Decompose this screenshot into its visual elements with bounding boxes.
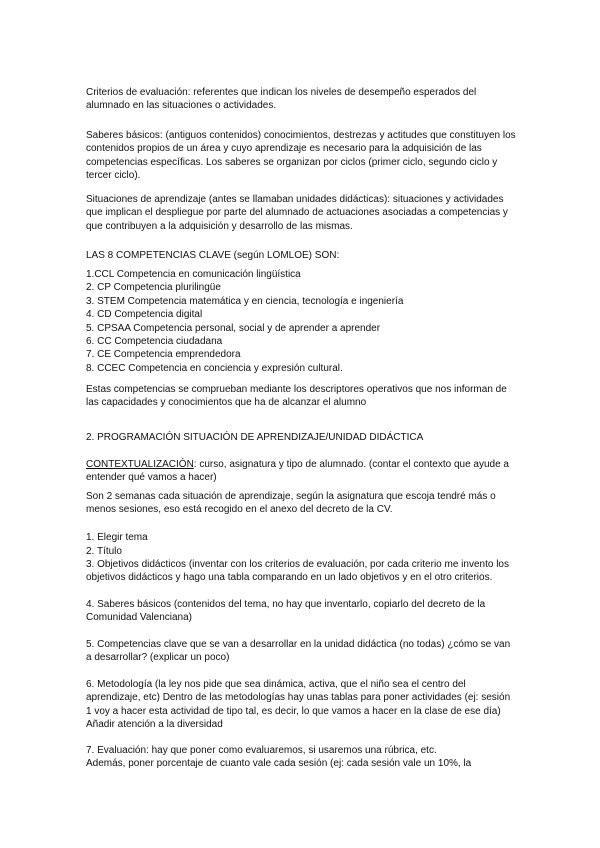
contextualizacion-text: : curso, asignatura y tipo de alumnado. (contar el contexto que ayude a entender qué vamos a hacer) <box>86 459 509 484</box>
step-7-continued: Además, poner porcentaje de cuanto vale cada sesión (ej: cada sesión vale un 10%, la <box>86 758 472 769</box>
section-2-title: 2. PROGRAMACIÓN SITUACIÓN DE APRENDIZAJE/UNIDAD DIDÁCTICA <box>86 432 424 443</box>
list-item: 6. CC Competencia ciudadana <box>86 336 223 348</box>
contextualizacion-paragraph <box>86 458 516 485</box>
step-6: 6. Metodología (la ley nos pide que sea dinámica, activa, que el niño sea el centro del aprendizaje, etc) Dentro de las metodologías hay unas tablas para poner actividades (ej: sesión 1 voy a hacer esta actividad de tipo tal, es decir, lo que vamos a hacer en la clase de ese día) Añadir atención a la diversidad <box>86 679 511 731</box>
list-item: 5. CPSAA Competencia personal, social y de aprender a aprender <box>86 322 381 334</box>
semanas-paragraph: Son 2 semanas cada situación de aprendizaje, según la asignatura que escoja tendré más o menos sesiones, eso está recogido en el anexo del decreto de la CV. <box>86 491 496 516</box>
competencias-title: LAS 8 COMPETENCIAS CLAVE (según LOMLOE) SON: <box>86 250 340 261</box>
list-item: 2. CP Competencia plurilingüe <box>86 282 221 294</box>
step-4: 4. Saberes básicos (contenidos del tema, no hay que inventarlo, copiarlo del decreto de la Comunidad Valenciana) <box>86 599 486 624</box>
list-item: 7. CE Competencia emprendedora <box>86 349 241 361</box>
competencias-list <box>86 268 516 375</box>
step-1: 1. Elegir tema <box>86 532 148 543</box>
step-2: 2. Título <box>86 546 122 557</box>
step-5: 5. Competencias clave que se van a desarrollar en la unidad didáctica (no todas) ¿cómo se van a desarrollar? (explicar un poco) <box>86 639 511 664</box>
criterios-paragraph: Criterios de evaluación: referentes que indican los niveles de desempeño esperados del alumnado en las situaciones o actividades. <box>86 87 477 112</box>
list-item: 8. CCEC Competencia en conciencia y expresión cultural. <box>86 362 343 374</box>
competencias-note: Estas competencias se comprueban mediante los descriptores operativos que nos informan de las capacidades y conocimientos que ha de alcanzar el alumno <box>86 384 507 409</box>
situaciones-paragraph: Situaciones de aprendizaje (antes se llamaban unidades didácticas): situaciones y actividades que implican el despliegue por parte del alumnado de actuaciones asociadas a competencias y que contribuyen a la adquisición y desarrollo de las mismas. <box>86 194 508 232</box>
step-7: 7. Evaluación: hay que poner como evaluaremos, si usaremos una rúbrica, etc. <box>86 745 437 756</box>
list-item: 4. CD Competencia digital <box>86 309 203 321</box>
list-item: 1.CCL Competencia en comunicación lingüística <box>86 269 301 280</box>
saberes-paragraph: Saberes básicos: (antiguos contenidos) conocimientos, destrezas y actitudes que constituyen los contenidos propios de un área y cuyo aprendizaje es necesario para la adquisición de las competencias específicas. Los saberes se organizan por ciclos (primer ciclo, segundo ciclo y tercer ciclo). <box>86 130 516 182</box>
contextualizacion-label: CONTEXTUALIZACIÓN <box>86 459 194 470</box>
list-item: 3. STEM Competencia matemática y en ciencia, tecnología e ingeniería <box>86 295 404 307</box>
step-3: 3. Objetivos didácticos (inventar con los criterios de evaluación, por cada criterio me invento los objetivos didácticos y hago una tabla comparando en un lado objetivos y en el otro criterios. <box>86 559 509 584</box>
